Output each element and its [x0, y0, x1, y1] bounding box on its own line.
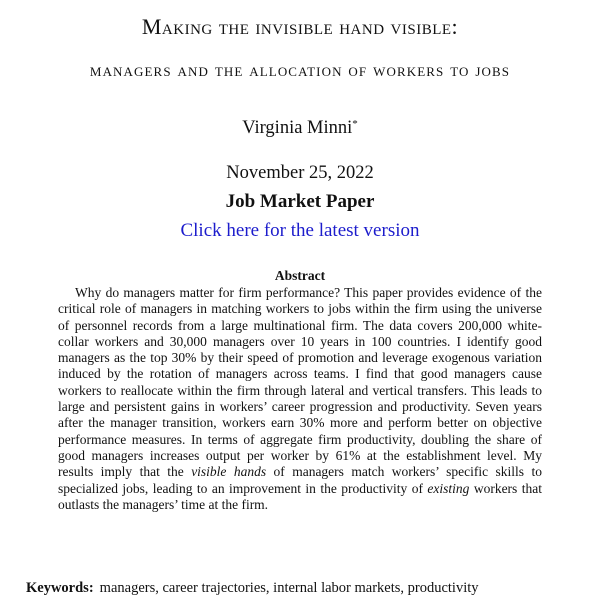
latest-version-link[interactable]: Click here for the latest version: [180, 220, 420, 241]
paper-date: November 25, 2022: [226, 163, 374, 183]
author-footnote-mark: *: [352, 118, 358, 130]
author-line: [0, 118, 600, 139]
paper-title-line-2: managers and the allocation of workers to jobs: [89, 60, 511, 81]
abstract-emphasis-visible-hands: visible hands: [191, 464, 267, 480]
abstract-text: [58, 285, 542, 513]
keywords-text: managers, career trajectories, internal labor markets, productivity: [99, 580, 479, 596]
keywords-line: [26, 580, 586, 597]
keywords-label: Keywords:: [26, 580, 94, 596]
paper-title-line-1: Making the invisible hand visible:: [141, 14, 459, 39]
abstract-emphasis-existing: existing: [427, 480, 470, 496]
abstract-heading: Abstract: [274, 268, 326, 283]
abstract-text-part-3: workers that outlasts the managers’ time at the firm.: [58, 480, 542, 512]
abstract-text-part-1: Why do managers matter for firm performance? This paper provides evidence of the critical role of managers in matching workers to jobs within the firm using the universe of personnel records from a large multinational firm. The data covers 200,000 white-collar workers and 30,000 managers over 10 years in 100 countries. I identify good managers as the top 30% by their speed of promotion and leverage exogenous variation induced by the rotation of managers across teams. I find that good managers cause workers to reallocate within the firm through lateral and vertical transfers. This leads to large and persistent gains in workers’ career progression and productivity. Seven years after the manager transition, workers earn 30% more and perform better on objective performance measures. In terms of aggregate firm productivity, doubling the share of good managers increases output per worker by 61% at the establishment level. My results imply that the: [58, 285, 542, 480]
author-name: Virginia Minni: [242, 118, 353, 138]
abstract-text-part-2: of managers match workers’ specific skills to specialized jobs, leading to an improvement in the productivity of: [58, 464, 542, 496]
job-market-paper-label: Job Market Paper: [225, 191, 375, 212]
